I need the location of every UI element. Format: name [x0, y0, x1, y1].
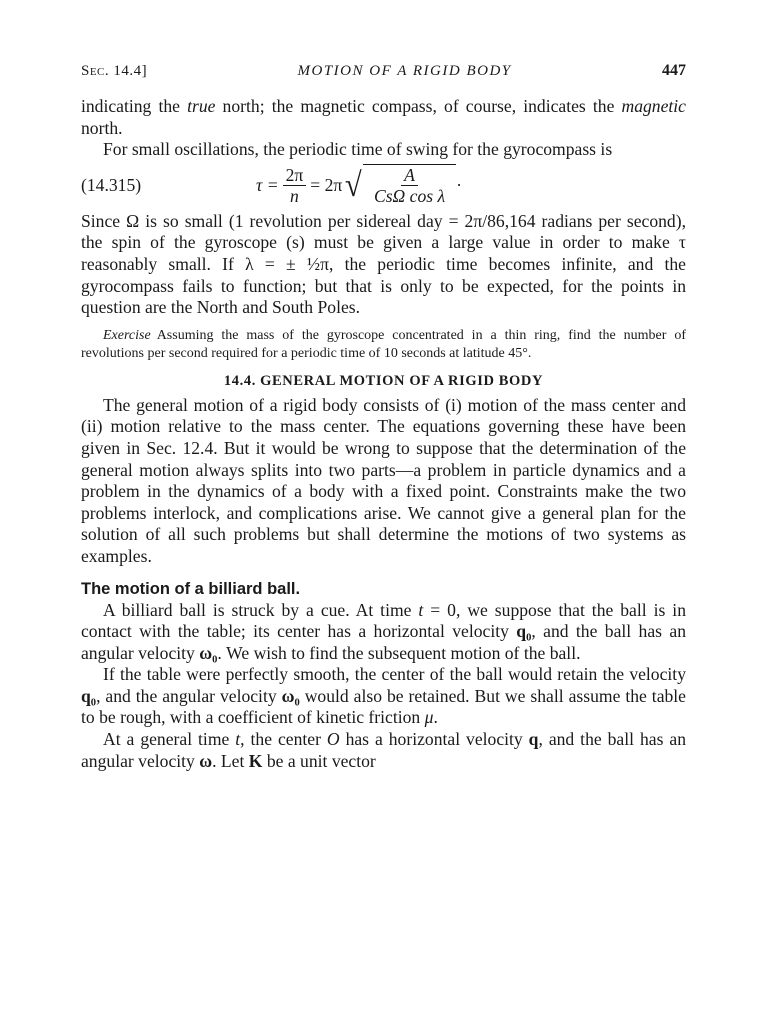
fraction-under-root: $\frac{A}{\text{CsΩ cos λ}}$ — [373, 164, 446, 206]
exercise-text: Assuming the mass of the gyroscope concentrated in a thin ring, find the number of revolutions per second required for a periodic time of 10 seconds at latitude 45°. — [81, 327, 686, 361]
subsection-title: The motion of a billiard ball. — [81, 579, 301, 598]
equation-mid: = 2π — [310, 174, 343, 195]
paragraph-general-time: At a general time t, the center O has a horizontal velocity q, and the ball has an angular velocity ω. Let K be a unit vector — [81, 729, 686, 771]
equation-lhs: τ = — [256, 174, 279, 195]
book-page — [81, 60, 686, 772]
paragraph-compass-north: indicating the true north; the magnetic compass, of course, indicates the magnetic north. — [81, 96, 686, 138]
page-number: 447 — [661, 62, 686, 79]
square-root — [344, 164, 456, 208]
section-title: 14.4. GENERAL MOTION OF A RIGID BODY — [223, 372, 544, 389]
exercise — [81, 327, 686, 363]
equation-number: (14.315) — [81, 174, 142, 195]
fraction-2pi-over-n: $\frac{2\pi}{n}$ — [283, 165, 307, 206]
running-header — [81, 60, 686, 82]
equation-end: · — [456, 174, 462, 195]
section-reference: Sec. 14.4] — [81, 63, 148, 79]
exercise-label: Exercise — [103, 327, 151, 343]
paragraph-billiard-struck: A billiard ball is struck by a cue. At time t = 0, we suppose that the ball is in contact with the table; its center has a horizontal velocity q₀, and the ball has an angular velocity ω₀. We wish to find the subsequent motion of the ball. — [81, 599, 686, 663]
radical-sign-icon: √ — [345, 166, 363, 204]
paragraph-periodic-time: For small oscillations, the periodic time of swing for the gyrocompass is — [103, 139, 613, 160]
running-title: MOTION OF A RIGID BODY — [297, 63, 512, 79]
paragraph-general-motion: The general motion of a rigid body consists of (i) motion of the mass center and (ii) motion relative to the mass center. The equations governing these have been given in Sec. 12.4. But it would be wrong to suppose that the determination of the general motion always splits into two parts—a problem in particle dynamics and a problem in the dynamics of a body with a fixed point. Constraints make the two problems interlock, and complications arise. We cannot give a general plan for the solution of all such problems but shall determine the motions of two systems as examples. — [81, 394, 686, 566]
paragraph-smooth-table: If the table were perfectly smooth, the center of the ball would retain the velocity q₀, and the angular velocity ω₀ would also be retained. But we shall assume the table to be rough, with a coefficient of kinetic friction μ. — [81, 664, 686, 728]
equation-body — [256, 161, 462, 211]
equation-14-315 — [81, 161, 686, 211]
paragraph-omega-small: Since Ω is so small (1 revolution per sidereal day = 2π/86,164 radians per second), the spin of the gyroscope (s) must be given a large value in order to make τ reasonably small. If λ = ± ½π, the periodic time becomes infinite, and the gyrocompass fails to function; but that is only to be expected, for the points in question are the North and South Poles. — [81, 210, 686, 318]
